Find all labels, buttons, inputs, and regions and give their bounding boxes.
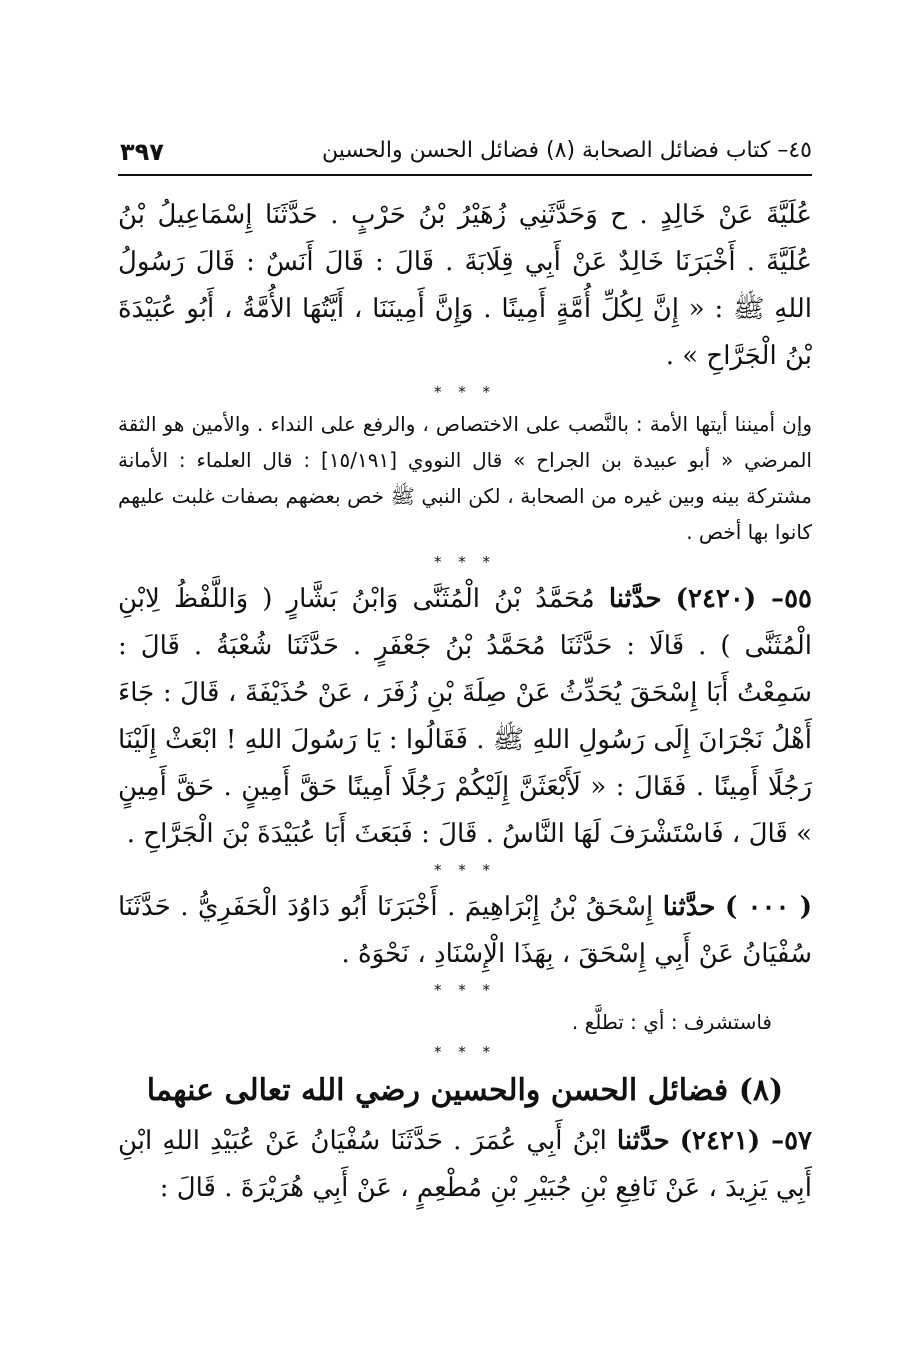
hadith-number: ٥٥– (٢٤٢٠) — [675, 584, 812, 614]
separator-stars: * * * — [433, 861, 497, 879]
separator-stars: * * * — [433, 981, 497, 999]
hadith-lead: حدَّثنا — [616, 1126, 670, 1156]
hadith-number: ٥٧– (٢٤٢١) — [679, 1126, 813, 1156]
hadith-text: إِسْحَقُ بْنُ إِبْرَاهِيمَ . أَخْبَرَنَا أَبُو دَاوُدَ الْحَفَرِيُّ . حَدَّثَنَا سُفْيَانُ عَنْ أَبِي إِسْحَقَ ، بِهَذَا الْإِسْنَادِ ، نَحْوَهُ . — [118, 892, 812, 969]
hadith-lead: حدَّثنا — [608, 584, 662, 614]
running-title: ٤٥– كتاب فضائل الصحابة (٨) فضائل الحسن والحسين — [321, 138, 812, 163]
hadith-55 — [118, 576, 812, 858]
hadith-000 — [118, 884, 812, 978]
hadith-continuation: عُلَيَّةَ عَنْ خَالِدٍ . ح وَحَدَّثَنِي زُهَيْرُ بْنُ حَرْبٍ . حَدَّثَنَا إِسْمَاعِيلُ بْنُ عُلَيَّةَ . أَخْبَرَنَا خَالِدٌ عَنْ أَبِي قِلَابَةَ . قَالَ : قَالَ أَنَسٌ : قَالَ رَسُولُ اللهِ ﷺ : « إِنَّ لِكُلِّ أُمَّةٍ أَمِينًا . وَإِنَّ أَمِينَنَا ، أَيَّتُهَا الأُمَّةُ ، أَبُو عُبَيْدَةَ بْنُ الْجَرَّاحِ » . — [118, 200, 812, 371]
hadith-lead: حدَّثنا — [662, 892, 716, 922]
page-header — [118, 128, 812, 176]
commentary-block: وإن أميننا أيتها الأمة : بالنَّصب على الاختصاص ، والرفع على النداء . والأمين هو الثقة المرضي « أبو عبيدة بن الجراح » قال النووي [١٥/١٩١] : قال العلماء : الأمانة مشتركة بينه وبين غيره من الصحابة ، لكن النبي ﷺ خص بعضهم بصفات غلبت عليهم كانوا بها أخص . — [118, 412, 812, 544]
hadith-text: مُحَمَّدُ بْنُ الْمُثَنَّى وَابْنُ بَشَّارٍ ( وَاللَّفْظُ لِابْنِ الْمُثَنَّى ) . قَالَا : حَدَّثَنَا مُحَمَّدُ بْنُ جَعْفَرٍ . حَدَّثَنَا شُعْبَةُ . قَالَ : سَمِعْتُ أَبَا إِسْحَقَ يُحَدِّثُ عَنْ صِلَةَ بْنِ زُفَرَ ، عَنْ حُذَيْفَةَ ، قَالَ : جَاءَ أَهْلُ نَجْرَانَ إِلَى رَسُولِ اللهِ ﷺ . فَقَالُوا : يَا رَسُولَ اللهِ ! ابْعَثْ إِلَيْنَا رَجُلًا أَمِينًا . فَقَالَ : « لَأَبْعَثَنَّ إِلَيْكُمْ رَجُلًا أَمِينًا حَقَّ أَمِينٍ . حَقَّ أَمِينٍ » قَالَ ، فَاسْتَشْرَفَ لَهَا النَّاسُ . قَالَ : فَبَعَثَ أَبَا عُبَيْدَةَ بْنَ الْجَرَّاحِ . — [118, 584, 812, 849]
book-page — [118, 128, 812, 1212]
hadith-number: ( ٠٠٠ ) — [724, 892, 813, 922]
separator-stars: * * * — [433, 553, 497, 571]
commentary-note: فاستشرف : أي : تطلَّع . — [571, 1010, 772, 1034]
separator-stars: * * * — [433, 1043, 497, 1061]
chapter-heading: (٨) فضائل الحسن والحسين رضي الله تعالى عنهما — [146, 1073, 784, 1108]
hadith-text: ابْنُ أَبِي عُمَرَ . حَدَّثَنَا سُفْيَانُ عَنْ عُبَيْدِ اللهِ ابْنِ أَبِي يَزِيدَ ، عَنْ نَافِعِ بْنِ جُبَيْرِ بْنِ مُطْعِمٍ ، عَنْ أَبِي هُرَيْرَةَ . قَالَ : — [118, 1126, 812, 1203]
page-number: ٣٩٧ — [120, 138, 164, 166]
separator-stars: * * * — [433, 383, 497, 401]
hadith-57 — [118, 1118, 812, 1212]
